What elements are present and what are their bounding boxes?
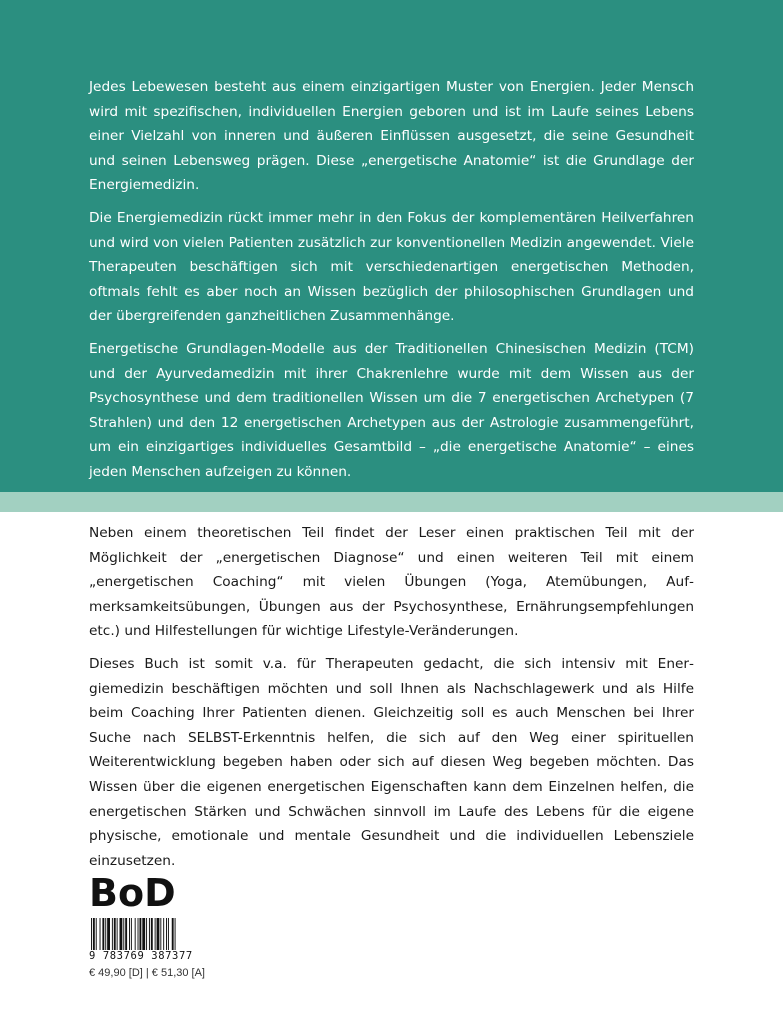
top-paragraph-1: Jedes Lebewesen besteht aus einem einzigartigen Muster von Energien. Jeder Mensch wird mit spezifischen, individuellen Energien geboren und ist im Laufe seines Lebens einer Vielzahl von inneren und äußeren Einflüssen ausgesetzt, die seine Gesundheit und seinen Lebensweg prägen. Diese „energetische Anatomie“ ist die Grundlage der Energiemedizin. xyxy=(89,79,694,194)
top-blurb xyxy=(89,75,694,493)
bottom-blurb xyxy=(89,521,694,881)
top-paragraph-3: Energetische Grundlagen-Modelle aus der Traditionellen Chinesischen Medizin (TCM) und der Ayurvedamedizin mit ihrer Chakrenlehre wurde mit dem Wissen aus der Psychosynthese und dem traditionellen Wissen um die 7 energetischen Archetypen (7 Strahlen) und den 12 energetischen Archetypen aus der Astrologie zusammengeführt, um ein einzigartiges individuelles Gesamtbild – „die energetische Anatomie“ – eines jeden Menschen aufzeigen zu können. xyxy=(89,340,694,480)
top-paragraph-2: Die Energiemedizin rückt immer mehr in den Fokus der komplementären Heilverfahren und wird von vielen Patienten zusätzlich zur konventionellen Medizin angewendet. Viele Therapeuten beschäftigen sich mit verschiedenartigen energetischen Methoden, oftmals fehlt es aber noch an Wissen bezüglich der philosophischen Grundlagen und der übergreifenden ganzheitlichen Zusammenhänge. xyxy=(89,209,694,325)
price-label: € 49,90 [D] | € 51,30 [A] xyxy=(89,967,205,979)
isbn-digits: 9 783769 387377 xyxy=(89,950,224,963)
bottom-paragraph-2: Dieses Buch ist somit v.a. für Therapeuten gedacht, die sich intensiv mit Energiemedizin beschäftigen möchten und soll Ihnen als Nachschlagewerk und als Hilfe beim Coaching Ihrer Patienten dienen. Gleichzeitig soll es auch Menschen bei Ihrer Suche nach SELBST-Erkenntnis helfen, die sich auf den Weg einer spirituellen Weiterentwicklung begeben haben oder sich auf diesen Weg begeben möchten. Das Wissen über die eigenen energetischen Eigenschaften kann dem Einzelnen helfen, die energetischen Stärken und Schwächen sinnvoll im Laufe des Lebens für die eigene physische, emotionale und mentale Gesundheit und die individuellen Lebensziele einzusetzen. xyxy=(89,655,694,869)
publisher-logo: BoD xyxy=(89,871,176,915)
bottom-paragraph-1: Neben einem theoretischen Teil findet der Leser einen praktischen Teil mit der Möglichkeit der „energetischen Diagnose“ und einen weiteren Teil mit einem „energetischen Coaching“ mit vielen Übungen (Yoga, Atemübungen, Aufmerksamkeitsübungen, Übungen aus der Psychosynthese, Ernährungsempfehlungen etc.) und Hilfestellungen für wichtige Lifestyle-Veränderungen. xyxy=(89,525,694,640)
barcode-bars-icon xyxy=(89,918,224,952)
divider-stripe xyxy=(0,492,783,512)
